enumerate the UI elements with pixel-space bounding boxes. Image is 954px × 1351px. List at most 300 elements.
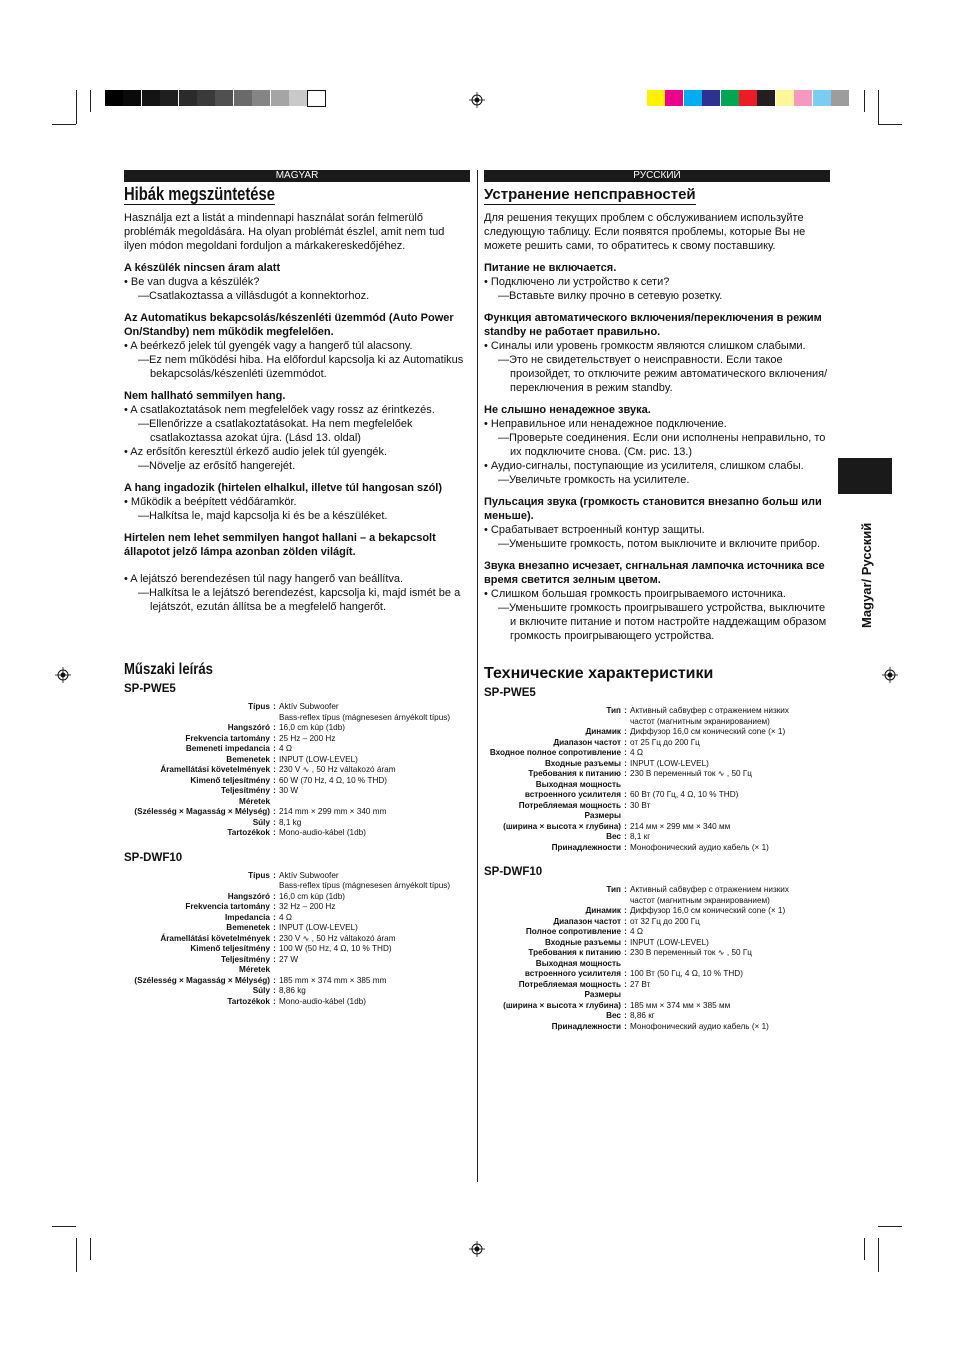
spec-value: 27 W xyxy=(279,954,299,964)
spec-key: Teljesítmény xyxy=(221,786,270,795)
spec-row xyxy=(484,959,830,970)
spec-row xyxy=(484,1011,830,1022)
spec-value: 30 W xyxy=(279,786,299,795)
spec-colon xyxy=(270,965,279,976)
spec-colon: : xyxy=(273,975,276,985)
spec-value: 27 Вт xyxy=(630,979,651,989)
gray-swatch xyxy=(197,90,215,106)
gray-swatch xyxy=(179,90,197,106)
solution-item: —Csatlakoztassa a villásdugót a konnektorhoz. xyxy=(138,290,370,302)
cause-item: • Подключено ли устройство к сети? xyxy=(484,276,670,288)
color-swatch xyxy=(739,90,757,106)
solution-item: —Halkítsa le, majd kapcsolja ki és be a készüléket. xyxy=(138,510,388,522)
spec-colon: : xyxy=(624,727,627,736)
troubleshooting-item xyxy=(124,389,470,473)
spec-value xyxy=(630,990,830,1001)
problem-heading: Не слышно ненадежное звука. xyxy=(484,404,651,416)
intro-text: Használja ezt a listát a mindennapi használat során felmerülő problémák megoldására. Ha olyan problémát észlel, amit nem tud ilyen módon megoldani forduljon a márkakereskedőjéhez. xyxy=(124,212,445,252)
spec-key: встроенного усилителя xyxy=(524,969,621,978)
gray-swatch xyxy=(160,90,178,106)
spec-key: Вес xyxy=(606,1011,621,1020)
spec-value: Монофонический аудио кабель (× 1) xyxy=(630,1021,769,1031)
color-swatch xyxy=(684,90,702,106)
spec-colon: : xyxy=(624,769,627,778)
cause-item: • Az erősítőn keresztül érkező audio jelek túl gyengék. xyxy=(124,446,388,458)
spec-row xyxy=(124,797,470,808)
spec-colon: : xyxy=(273,944,276,953)
troubleshooting-item xyxy=(124,261,470,303)
spec-key: Hangszóró xyxy=(227,891,270,901)
spec-key: Méretek xyxy=(239,796,270,806)
spec-key: Выходная мощность xyxy=(535,958,621,968)
spec-row xyxy=(124,892,470,903)
spec-row xyxy=(484,906,830,917)
spec-value: 230 V ∿ , 50 Hz váltakozó áram xyxy=(279,933,396,943)
spec-value xyxy=(630,959,830,970)
spec-key: Tartozékok xyxy=(227,828,270,837)
spec-colon: : xyxy=(273,996,276,1006)
spec-colon: : xyxy=(624,832,627,841)
spec-value: от 25 Гц до 200 Гц xyxy=(630,737,700,747)
cause-item: • Неправильное или ненадежное подключение. xyxy=(484,418,727,430)
spec-row xyxy=(124,818,470,829)
registration-mark-icon xyxy=(55,667,71,683)
spec-row xyxy=(124,713,470,724)
spec-colon: : xyxy=(624,748,627,757)
spec-row xyxy=(484,822,830,833)
problem-heading: A hang ingadozik (hirtelen elhalkul, illetve túl hangosan szól) xyxy=(124,482,443,494)
spec-colon xyxy=(270,797,279,808)
spec-colon xyxy=(270,713,279,724)
spec-key: Bemenetek xyxy=(226,923,270,932)
intro-text: Для решения текущих проблем с обслуживанием используйте следующую таблицу. Если появятся проблемы, которые Вы не можете решить сами, то обратитесь к свому поставшику. xyxy=(484,212,806,252)
spec-row xyxy=(124,807,470,818)
spec-key: Входные разъемы xyxy=(545,937,621,947)
solution-item: —Проверьте соединения. Если они исполнены неправильно, то их подключите снова. (См. рис. 13.) xyxy=(498,432,826,458)
spec-value: частот (магнитным экранированием) xyxy=(630,716,770,726)
spec-row xyxy=(124,976,470,987)
gray-swatch xyxy=(271,90,289,106)
spec-colon: : xyxy=(273,902,276,911)
troubleshooting-title: Hibák megszüntetése xyxy=(124,184,275,204)
spec-key: Áramellátási követelmények xyxy=(160,933,270,943)
spec-table xyxy=(484,706,830,853)
spec-key: Frekvencia tartomány xyxy=(185,902,270,911)
spec-key: Kimenő teljesítmény xyxy=(190,775,270,785)
color-swatch xyxy=(794,90,812,106)
troubleshooting-item xyxy=(124,481,470,523)
spec-value: 100 W (50 Hz, 4 Ω, 10 % THD) xyxy=(279,944,392,953)
spec-row xyxy=(124,944,470,955)
spec-row xyxy=(484,801,830,812)
spec-key: Размеры xyxy=(584,990,621,999)
spec-value: Активный сабвуфер с отражением низких xyxy=(630,706,789,715)
cause-item: • Működik a beépített védőáramkör. xyxy=(124,496,297,508)
spec-row xyxy=(484,790,830,801)
spec-colon xyxy=(621,780,630,791)
russian-column xyxy=(484,170,830,1031)
model-name: SP-PWE5 xyxy=(124,683,176,695)
gray-swatch xyxy=(289,90,307,106)
spec-row xyxy=(124,723,470,734)
spec-row xyxy=(124,786,470,797)
model-name: SP-DWF10 xyxy=(124,851,183,864)
spec-colon: : xyxy=(273,817,276,827)
troubleshooting-item xyxy=(124,531,470,614)
spec-row xyxy=(484,885,830,896)
spec-value: Монофонический аудио кабель (× 1) xyxy=(630,842,769,852)
troubleshooting-list xyxy=(124,261,470,614)
spec-table xyxy=(124,702,470,839)
solution-item: —Ellenőrizze a csatlakoztatásokat. Ha nem megfelelőek csatlakoztassa azokat újra. (Lásd 13. oldal) xyxy=(138,418,413,444)
spec-key: встроенного усилителя xyxy=(524,790,621,799)
spec-value: Aktív Subwoofer xyxy=(279,702,339,711)
spec-colon: : xyxy=(624,1011,627,1020)
spec-colon: : xyxy=(273,702,276,711)
color-swatch xyxy=(831,90,849,106)
spec-row xyxy=(124,881,470,892)
language-bar: РУССКИЙ xyxy=(484,170,830,182)
spec-key xyxy=(484,717,621,728)
spec-key: Принадлежности xyxy=(551,1021,621,1031)
spec-row xyxy=(484,843,830,854)
spec-value: 214 мм × 299 мм × 340 мм xyxy=(630,821,731,831)
spec-key: Hangszóró xyxy=(227,723,270,732)
problem-heading: Пульсация звука (громкость становится внезапно больш или меньше). xyxy=(484,496,822,522)
spec-value: Диффузор 16,0 см конический cone (× 1) xyxy=(630,727,786,736)
spec-colon: : xyxy=(624,906,627,915)
problem-heading: Функция автоматического включения/переключения в режим standby не работает правильно. xyxy=(484,312,822,338)
spec-colon: : xyxy=(624,706,627,715)
spec-colon: : xyxy=(273,923,276,932)
spec-row xyxy=(484,917,830,928)
spec-row xyxy=(484,727,830,738)
solution-item: —Halkítsa le a lejátszó berendezést, kapcsolja ki, majd ismét be a lejátszót, ezután állítsa be a megfelelő hangerőt. xyxy=(138,587,461,613)
spec-row xyxy=(484,769,830,780)
spec-colon: : xyxy=(624,737,627,747)
spec-value: 100 Вт (50 Гц, 4 Ω, 10 % THD) xyxy=(630,969,743,978)
spec-key: Súly xyxy=(252,986,270,995)
problem-heading: Az Automatikus bekapcsolás/készenléti üzemmód (Auto Power On/Standby) nem működik megfelelően. xyxy=(124,312,454,338)
spec-title: Műszaki leírás xyxy=(124,661,213,678)
spec-row xyxy=(484,927,830,938)
spec-table xyxy=(124,871,470,1008)
spec-value: Bass-reflex típus (mágnesesen árnyékolt típus) xyxy=(279,881,451,890)
registration-mark-icon xyxy=(469,1241,485,1257)
troubleshooting-item xyxy=(484,403,830,487)
spec-colon: : xyxy=(624,1000,627,1010)
spec-value xyxy=(630,780,830,791)
spec-value: INPUT (LOW-LEVEL) xyxy=(630,758,709,768)
solution-item: —Уменьшите громкость, потом выключите и включите прибор. xyxy=(498,538,821,550)
spec-key: (Szélesség × Magasság × Mélység) xyxy=(134,807,270,816)
spec-value: 185 мм × 374 мм × 385 мм xyxy=(630,1000,731,1010)
spec-colon: : xyxy=(273,765,276,774)
spec-colon: : xyxy=(273,744,276,753)
spec-value: 4 Ω xyxy=(279,912,292,922)
spec-row xyxy=(484,1022,830,1033)
spec-value: Диффузор 16,0 см конический cone (× 1) xyxy=(630,906,786,915)
spec-colon: : xyxy=(273,733,276,743)
spec-value: 16,0 cm kúp (1db) xyxy=(279,891,345,901)
spec-row xyxy=(484,706,830,717)
cause-item: • Срабатывает встроенный контур защиты. xyxy=(484,524,705,536)
spec-row xyxy=(484,748,830,759)
spec-key: Диапазон частот xyxy=(553,737,621,747)
spec-colon: : xyxy=(624,885,627,894)
gray-swatch xyxy=(234,90,252,106)
spec-colon: : xyxy=(273,986,276,995)
solution-item: —Növelje az erősítő hangerejét. xyxy=(138,460,296,472)
spec-value: 4 Ω xyxy=(630,927,643,936)
column-divider xyxy=(477,170,478,1182)
spec-value: 60 W (70 Hz, 4 Ω, 10 % THD) xyxy=(279,775,388,785)
spec-row xyxy=(124,744,470,755)
spec-key: Impedancia xyxy=(224,912,270,922)
spec-value xyxy=(279,797,470,808)
spec-row xyxy=(484,980,830,991)
spec-key: Требования к питанию xyxy=(528,769,621,778)
cause-item: • Слишком большая громкость проигрываемого источника. xyxy=(484,588,786,600)
spec-value: 32 Hz – 200 Hz xyxy=(279,902,336,911)
spec-value: Mono-audio-kábel (1db) xyxy=(279,996,366,1006)
spec-key: Тип xyxy=(606,885,621,894)
spec-key: Тип xyxy=(606,706,621,715)
spec-key: Выходная мощность xyxy=(535,779,621,789)
solution-item: —Увеличьте громкость на усилителе. xyxy=(498,474,690,486)
spec-row xyxy=(484,832,830,843)
spec-key: Динамик xyxy=(585,727,621,736)
spec-key: Потребляемая мощность xyxy=(518,979,621,989)
spec-colon: : xyxy=(273,891,276,901)
spec-key: (ширина × высота × глубина) xyxy=(503,821,621,831)
spec-colon: : xyxy=(624,937,627,947)
color-swatch xyxy=(721,90,739,106)
problem-heading: Nem hallható semmilyen hang. xyxy=(124,390,286,402)
spec-key: (ширина × высота × глубина) xyxy=(503,1000,621,1010)
model-name: SP-DWF10 xyxy=(484,866,543,878)
model-spec xyxy=(484,865,830,1032)
spec-key: Полное сопротивление xyxy=(525,927,621,936)
spec-value xyxy=(630,811,830,822)
spec-colon: : xyxy=(624,969,627,978)
cause-item: • Be van dugva a készülék? xyxy=(124,276,260,288)
spec-row xyxy=(484,938,830,949)
registration-mark-icon xyxy=(882,667,898,683)
gray-swatch xyxy=(123,90,141,106)
spec-value: Активный сабвуфер с отражением низких xyxy=(630,885,789,894)
spec-key xyxy=(124,881,270,892)
spec-colon: : xyxy=(624,948,627,957)
cause-item: • A lejátszó berendezésen túl nagy hangerő van beállítva. xyxy=(124,573,404,585)
spec-colon: : xyxy=(624,927,627,936)
problem-heading: Hirtelen nem lehet semmilyen hangot hallani – a bekapcsolt állapotot jelző lámpa azonban zölden világít. xyxy=(124,532,436,558)
spec-value: 214 mm × 299 mm × 340 mm xyxy=(279,807,387,816)
spec-value: INPUT (LOW-LEVEL) xyxy=(630,937,709,947)
spec-colon: : xyxy=(273,723,276,732)
spec-colon: : xyxy=(624,842,627,852)
spec-row xyxy=(124,902,470,913)
spec-value: INPUT (LOW-LEVEL) xyxy=(279,923,358,932)
solution-item: —Уменьшите громкость проигрывашего устройства, выключите и включите питание и потом настройте наддежащим образом громкость проигрывающего устройства. xyxy=(498,602,827,642)
spec-key: Súly xyxy=(252,817,270,827)
spec-colon: : xyxy=(273,933,276,943)
problem-heading: A készülék nincsen áram alatt xyxy=(124,262,281,274)
spec-row xyxy=(124,871,470,882)
spec-key: Bemenetek xyxy=(226,754,270,764)
spec-value xyxy=(279,965,470,976)
problem-heading: Питание не включается. xyxy=(484,262,617,274)
spec-value: 230 В переменный ток ∿ , 50 Гц xyxy=(630,948,752,957)
spec-key: Размеры xyxy=(584,811,621,820)
spec-row xyxy=(124,755,470,766)
gray-swatch xyxy=(105,90,123,106)
cause-item: • A csatlakoztatások nem megfelelőek vagy rossz az érintkezés. xyxy=(124,404,435,416)
spec-colon: : xyxy=(273,775,276,785)
spec-row xyxy=(484,811,830,822)
spacer xyxy=(124,559,470,572)
model-spec xyxy=(484,686,830,853)
model-spec-list xyxy=(484,686,830,1032)
spec-colon: : xyxy=(624,979,627,989)
spec-key: Bemeneti impedancia xyxy=(185,744,270,753)
troubleshooting-item xyxy=(124,311,470,381)
solution-item: —Вставьте вилку прочно в сетевую розетку. xyxy=(498,290,723,302)
model-spec-list xyxy=(124,682,470,1007)
troubleshooting-item xyxy=(484,495,830,551)
spec-value: INPUT (LOW-LEVEL) xyxy=(279,754,358,764)
spec-value: 8,1 кг xyxy=(630,832,651,841)
spec-row xyxy=(484,896,830,907)
registration-mark-icon xyxy=(469,92,485,108)
spec-colon: : xyxy=(624,800,627,810)
troubleshooting-list xyxy=(484,261,830,643)
spec-row xyxy=(484,948,830,959)
spec-key: Требования к питанию xyxy=(528,948,621,957)
spec-row xyxy=(124,986,470,997)
spec-key: Méretek xyxy=(239,965,270,974)
spec-row xyxy=(484,1001,830,1012)
color-swatch xyxy=(702,90,720,106)
spec-colon: : xyxy=(273,828,276,837)
spec-value: от 32 Гц до 200 Гц xyxy=(630,916,700,926)
gray-swatch xyxy=(252,90,270,106)
solution-item: —Это не свидетельствует о неисправности. Если такое произойдет, то отключите режим автоматического включения/переключения в режим standby. xyxy=(498,354,828,394)
gray-swatch xyxy=(142,90,160,106)
spec-colon: : xyxy=(624,758,627,768)
spec-key: Потребляемая мощность xyxy=(518,800,621,810)
problem-heading: Звука внезапно исчезает, снгнальная лампочка источника все время светится зелным цветом. xyxy=(484,560,825,586)
model-spec xyxy=(124,851,470,1008)
spec-row xyxy=(124,828,470,839)
section-tab xyxy=(838,458,892,494)
spec-value: Bass-reflex típus (mágnesesen árnyékolt típus) xyxy=(279,712,451,722)
spec-row xyxy=(484,738,830,749)
spec-key: Tartozékok xyxy=(227,996,270,1006)
spec-key: Frekvencia tartomány xyxy=(185,733,270,743)
specifications xyxy=(484,664,830,1032)
spec-key: Вес xyxy=(606,832,621,841)
spec-key: Диапазон частот xyxy=(553,916,621,926)
spec-colon xyxy=(621,811,630,822)
side-language-label: Magyar/ Русский xyxy=(859,522,874,628)
spec-key: Динамик xyxy=(585,906,621,915)
spec-row xyxy=(484,990,830,1001)
color-swatch xyxy=(665,90,683,106)
spec-key: Teljesítmény xyxy=(221,954,270,964)
cause-item: • A beérkező jelek túl gyengék vagy a hangerő túl alacsony. xyxy=(124,340,413,352)
spec-colon: : xyxy=(624,790,627,799)
troubleshooting-item xyxy=(484,559,830,643)
spec-row xyxy=(124,734,470,745)
spec-value: частот (магнитным экранированием) xyxy=(630,895,770,905)
model-name: SP-PWE5 xyxy=(484,687,536,699)
spec-colon: : xyxy=(273,786,276,795)
spec-colon: : xyxy=(624,916,627,926)
specifications xyxy=(124,660,470,1007)
spec-value: 8,1 kg xyxy=(279,817,302,827)
spec-colon: : xyxy=(273,912,276,922)
spec-key xyxy=(124,713,270,724)
spec-value: 230 V ∿ , 50 Hz váltakozó áram xyxy=(279,765,396,774)
language-bar: MAGYAR xyxy=(124,170,470,182)
troubleshooting-title: Устранение непсправностей xyxy=(484,186,696,203)
spec-title: Технические характеристики xyxy=(484,665,714,682)
spec-value: 16,0 cm kúp (1db) xyxy=(279,723,345,732)
spec-key: Принадлежности xyxy=(551,842,621,852)
spec-value: 25 Hz – 200 Hz xyxy=(279,733,336,743)
spec-row xyxy=(484,969,830,980)
spec-value: Mono-audio-kábel (1db) xyxy=(279,828,366,837)
spec-row xyxy=(124,765,470,776)
spec-key: Típus xyxy=(248,870,270,880)
spec-colon: : xyxy=(273,870,276,880)
spec-row xyxy=(124,923,470,934)
spec-row xyxy=(124,955,470,966)
model-spec xyxy=(124,682,470,839)
spec-row xyxy=(124,997,470,1008)
spec-row xyxy=(124,934,470,945)
spec-row xyxy=(484,759,830,770)
spec-colon: : xyxy=(624,1021,627,1031)
spec-value: 4 Ω xyxy=(630,748,643,757)
spec-colon: : xyxy=(624,821,627,831)
spec-value: 4 Ω xyxy=(279,744,292,753)
spec-row xyxy=(484,780,830,791)
spec-value: 185 mm × 374 mm × 385 mm xyxy=(279,975,387,985)
gray-swatch xyxy=(215,90,233,106)
spec-colon xyxy=(621,896,630,907)
gray-swatch xyxy=(307,90,326,107)
spec-key: (Szélesség × Magasság × Mélység) xyxy=(134,975,270,985)
spec-value: 230 В переменный ток ∿ , 50 Гц xyxy=(630,769,752,778)
spec-row xyxy=(124,913,470,924)
spec-colon xyxy=(621,959,630,970)
spec-value: 30 Вт xyxy=(630,800,651,810)
cause-item: • Синалы или уровень громкостм являются слишком слабыми. xyxy=(484,340,806,352)
spec-value: Aktív Subwoofer xyxy=(279,870,339,880)
hungarian-column xyxy=(124,170,470,1006)
spec-row xyxy=(484,717,830,728)
spec-key: Kimenő teljesítmény xyxy=(190,944,270,953)
color-swatch xyxy=(757,90,775,106)
color-swatch xyxy=(647,90,665,106)
color-swatch xyxy=(776,90,794,106)
troubleshooting-item xyxy=(484,261,830,303)
cause-item: • Аудио-сигналы, поступающие из усилителя, слишком слабы. xyxy=(484,460,804,472)
solution-item: —Ez nem működési hiba. Ha előfordul kapcsolja ki az Automatikus bekapcsolás/készenléti üzemmódot. xyxy=(138,354,464,380)
spec-colon: : xyxy=(273,754,276,764)
